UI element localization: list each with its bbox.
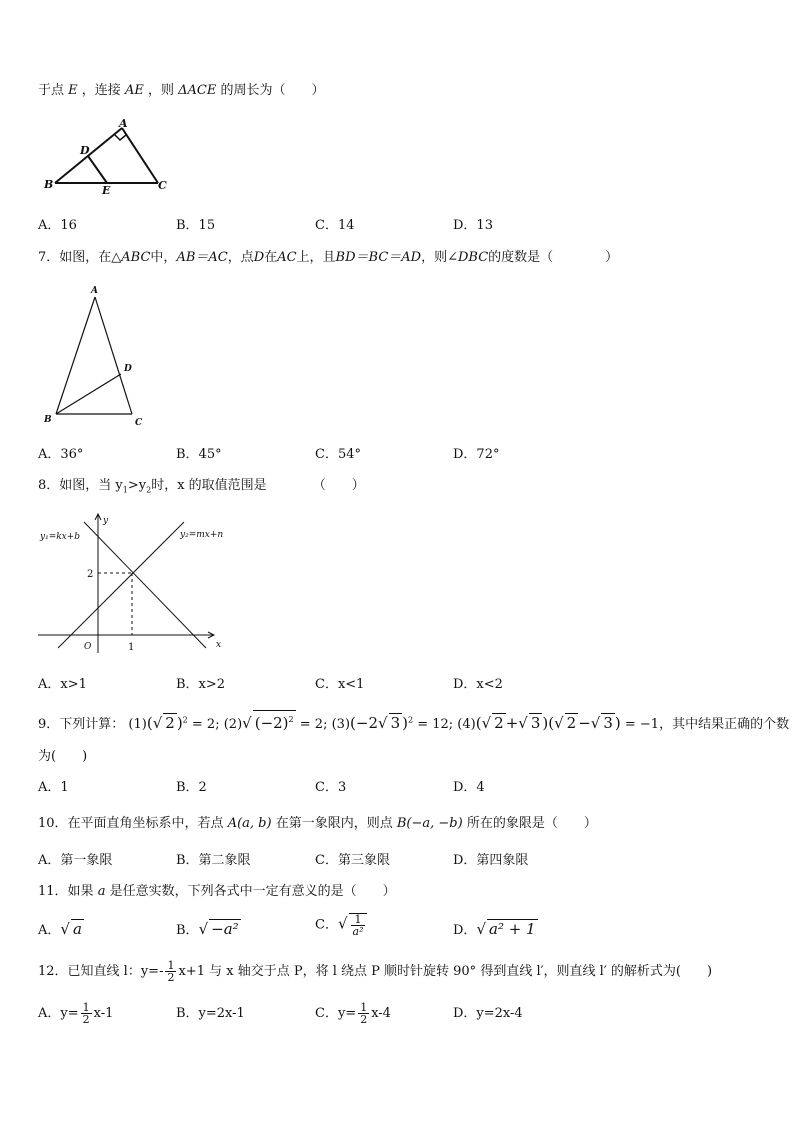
- q7-label-b: B: [44, 415, 52, 425]
- q11-option-c[interactable]: C．√ $\frac{1}{\text{a²}}$: [315, 913, 369, 937]
- q12-option-b[interactable]: B．y=2x-1: [176, 1006, 245, 1021]
- q7-option-d[interactable]: D．72°: [453, 447, 500, 462]
- q9-stem: 9．下列计算： (1)(√ 2 )$^2$ = 2; (2)√ $(-2)^2 = 2$; (3)(−2√ 3 )$^2$ = 12; (4)(√ 2 +√ 3 )(√ 2 −√ 3 ) = −1，其中结果正确的个数: [38, 710, 789, 734]
- q6-label-e: E: [102, 184, 111, 197]
- q8-x-axis-label: x: [216, 640, 222, 650]
- q8-line-y1: [84, 522, 206, 648]
- q6-option-a[interactable]: A．16: [38, 218, 77, 233]
- q6-option-c[interactable]: C．14: [315, 218, 355, 233]
- q7-segment-bd: [56, 374, 121, 414]
- q6-label-c: C: [158, 179, 167, 192]
- q12-stem: 12．已知直线 l：y=- $\frac{1}{2}$ x+1 与 x 轴交于点 P，将 l 绕点 P 顺时针旋转 90° 得到直线 l′，则直线 l′ 的解析式为( ): [38, 959, 713, 984]
- q8-option-d[interactable]: D．x<2: [453, 677, 503, 692]
- q8-origin-label: O: [84, 642, 92, 652]
- q6-label-d: D: [80, 144, 90, 157]
- q6-label-b: B: [44, 178, 54, 191]
- q7-option-c[interactable]: C．54°: [315, 447, 361, 462]
- q9-stem-cont: 为( ): [38, 749, 88, 764]
- q7-side-ab: [56, 297, 95, 414]
- q11-option-a[interactable]: A．√ a: [38, 920, 82, 938]
- q9-option-a[interactable]: A．1: [38, 780, 69, 795]
- q8-graph: [36, 508, 236, 658]
- q6-segment-de: [88, 156, 107, 183]
- q6-stem: 于点 E ，连接 AE ，则 ΔACE 的周长为（ ）: [38, 83, 325, 98]
- q6-label-a: A: [119, 118, 128, 130]
- q7-label-d: D: [124, 364, 132, 374]
- q12-fraction: $\frac{1}{2}$: [167, 959, 175, 984]
- q10-option-d[interactable]: D．第四象限: [453, 853, 529, 868]
- q7-side-ac: [95, 297, 132, 414]
- q11-option-d[interactable]: D．√ a² + 1: [453, 920, 536, 938]
- q12-option-d[interactable]: D．y=2x-4: [453, 1006, 523, 1021]
- q8-option-b[interactable]: B．x>2: [176, 677, 226, 692]
- q7-label-a: A: [91, 286, 98, 296]
- q10-option-b[interactable]: B．第二象限: [176, 853, 251, 868]
- q12-option-c[interactable]: C．y= $\frac{1}{2}$ x-4: [315, 1001, 391, 1026]
- q8-tick-y-2: 2: [87, 569, 94, 580]
- q9-option-c[interactable]: C．3: [315, 780, 347, 795]
- q9-option-b[interactable]: B．2: [176, 780, 207, 795]
- q8-tick-x-1: 1: [128, 642, 135, 653]
- q6-option-b[interactable]: B．15: [176, 218, 216, 233]
- q6-option-d[interactable]: D．13: [453, 218, 493, 233]
- q9-option-d[interactable]: D．4: [453, 780, 485, 795]
- q10-stem: 10．在平面直角坐标系中，若点 A(a, b) 在第一象限内，则点 B(−a, −b) 所在的象限是（ ）: [38, 816, 597, 831]
- q7-option-a[interactable]: A．36°: [38, 447, 84, 462]
- q8-option-c[interactable]: C．x<1: [315, 677, 365, 692]
- q10-option-a[interactable]: A．第一象限: [38, 853, 113, 868]
- q8-option-a[interactable]: A．x>1: [38, 677, 87, 692]
- q12-option-a[interactable]: A．y= $\frac{1}{2}$ x-1: [38, 1001, 114, 1026]
- q11-stem: 11．如果 a 是任意实数，下列各式中一定有意义的是（ ）: [38, 884, 396, 899]
- q7-figure: [40, 282, 155, 432]
- q8-label-y1: y₁=kx+b: [40, 532, 81, 542]
- q8-stem: 8．如图，当 $y_1>y_2$时，x 的取值范围是 （ ）: [38, 478, 365, 495]
- q7-stem: 7．如图，在△ABC中，AB＝AC，点D在AC上，且BD＝BC＝AD，则∠DBC的度数是（ ）: [38, 250, 619, 265]
- q11-option-b[interactable]: B．√ −a²: [176, 920, 239, 938]
- q6-figure: [40, 118, 175, 198]
- q8-y-axis-label: y: [103, 516, 109, 526]
- q8-label-y2: y₂=mx+n: [180, 530, 224, 540]
- q7-option-b[interactable]: B．45°: [176, 447, 222, 462]
- q6-right-angle-mark: [114, 134, 126, 140]
- q7-label-c: C: [135, 418, 143, 428]
- q10-option-c[interactable]: C．第三象限: [315, 853, 390, 868]
- q6-side-ac: [122, 128, 158, 183]
